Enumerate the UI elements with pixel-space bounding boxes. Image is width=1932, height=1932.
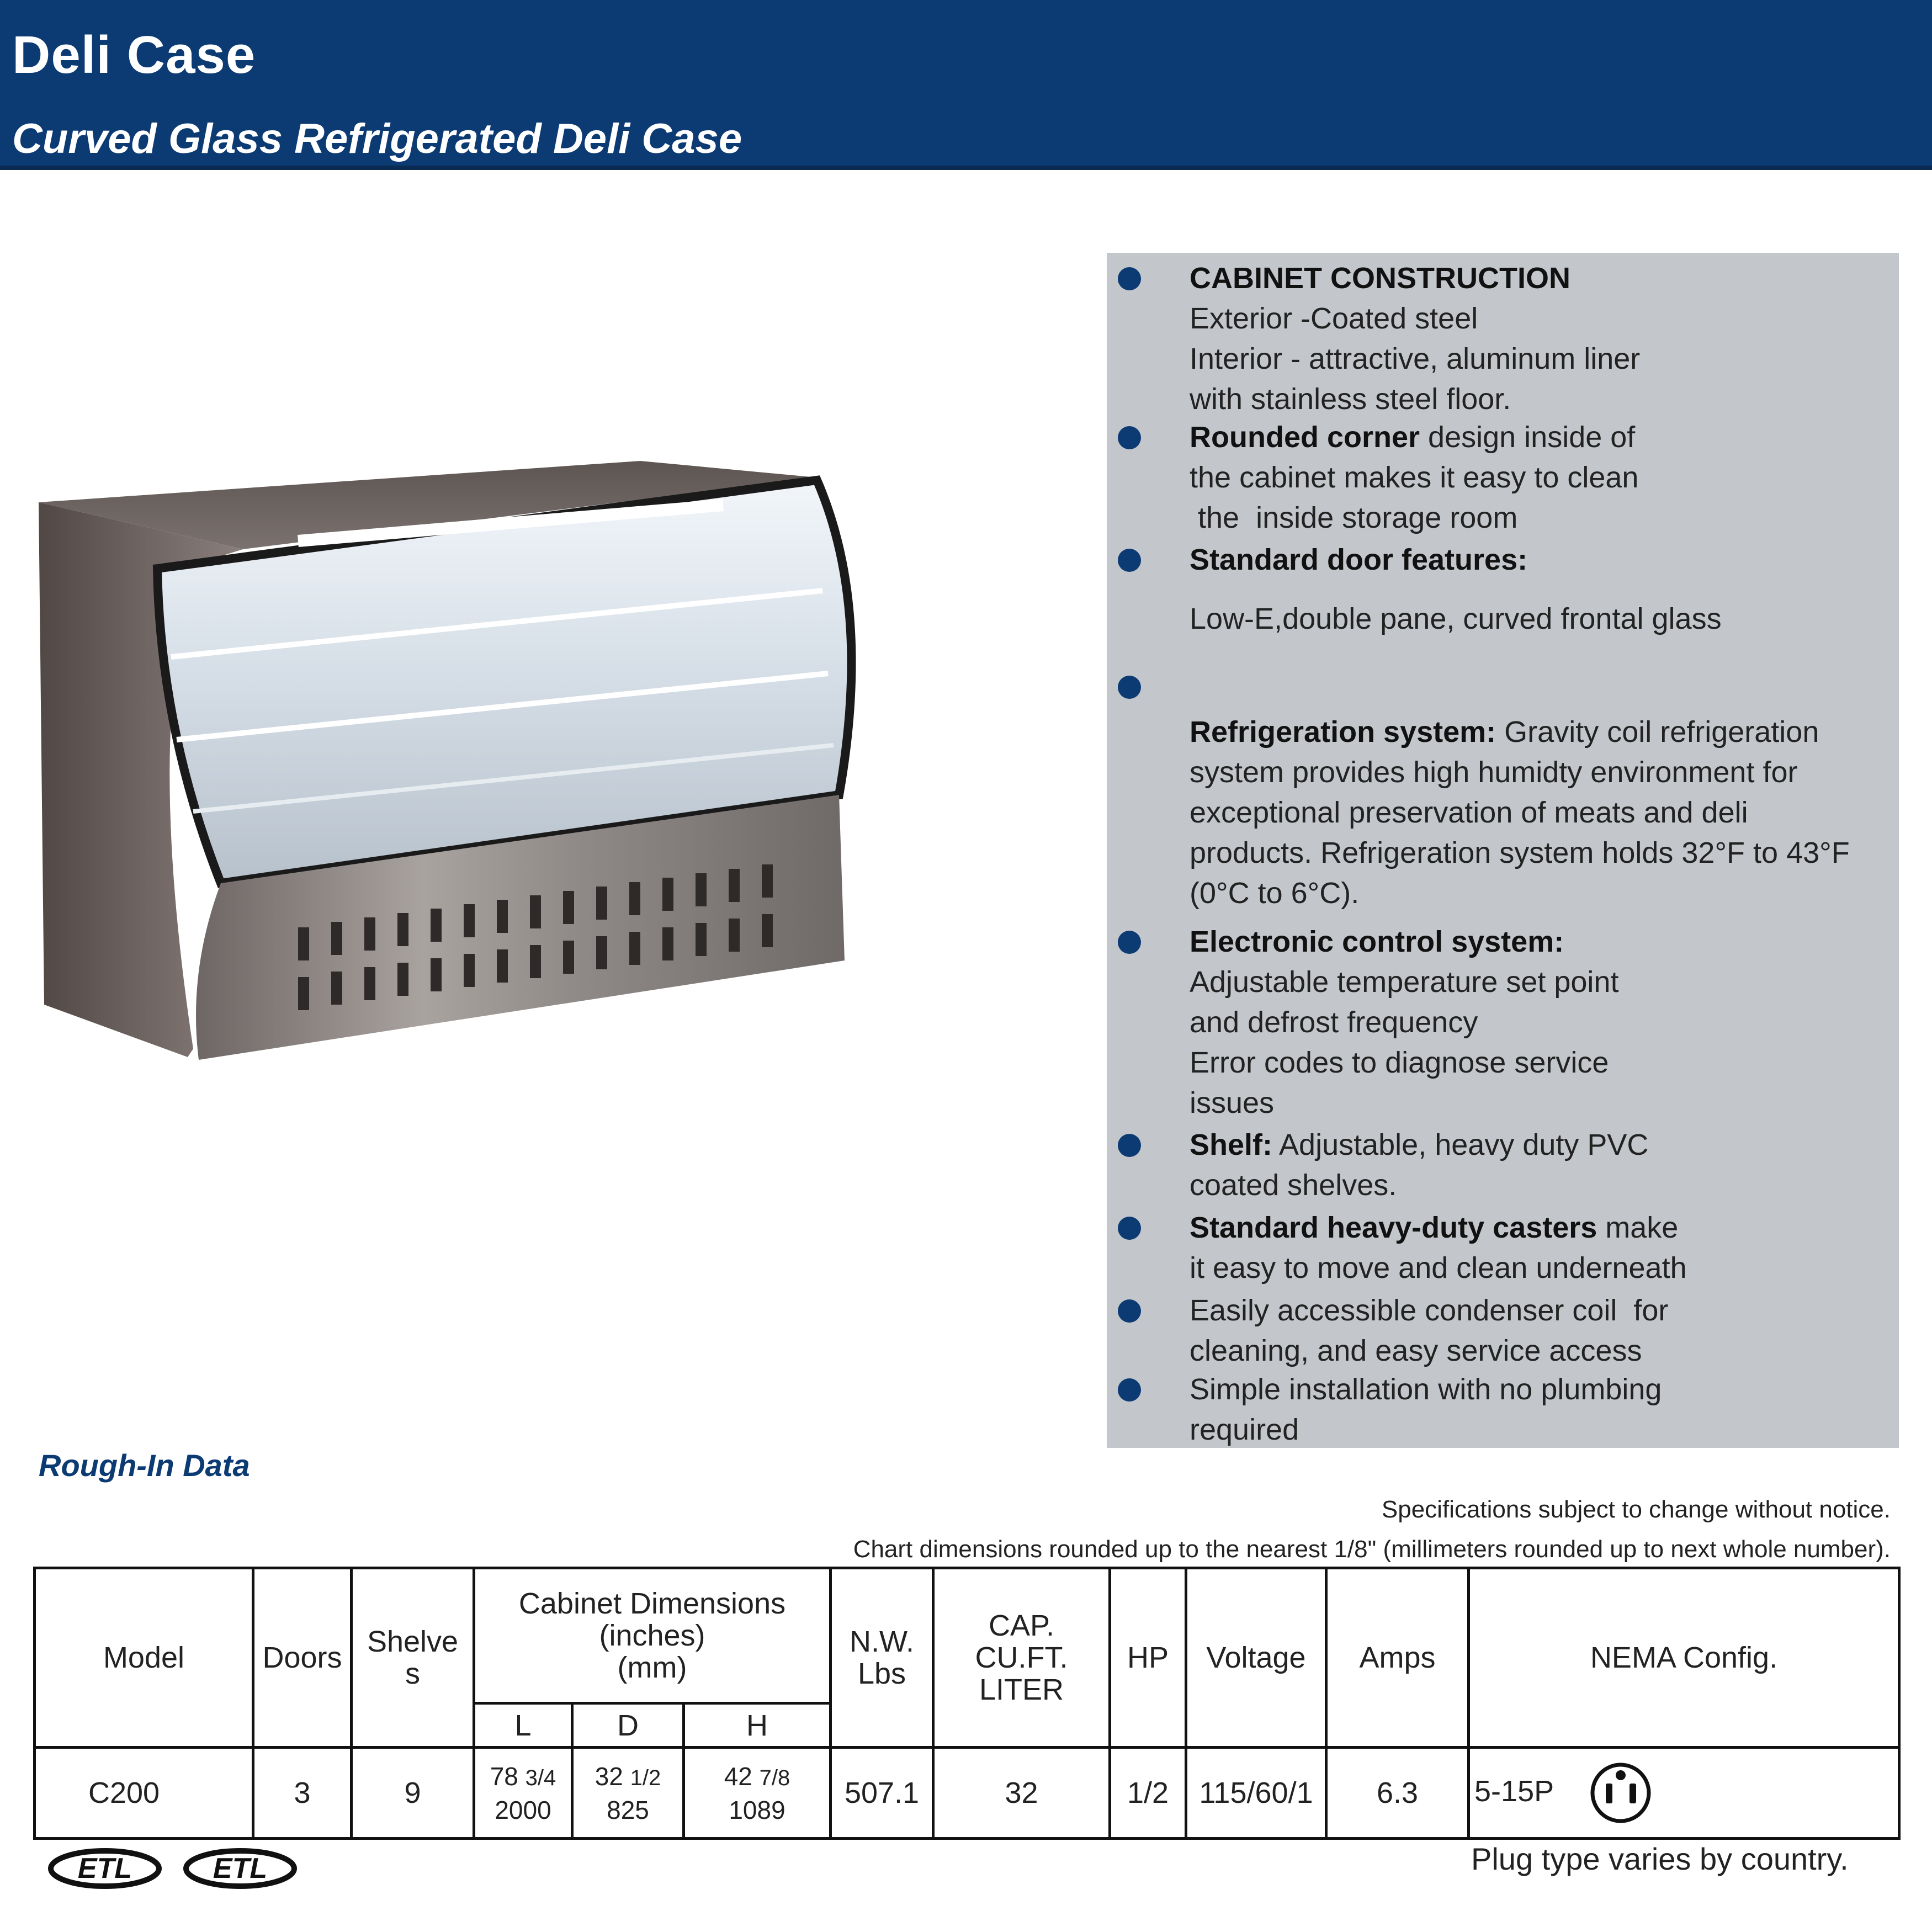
- page-title: Deli Case: [12, 25, 256, 84]
- deli-case-image: [33, 453, 894, 1065]
- rounding-note: Chart dimensions rounded up to the nearest 1/8" (millimeters rounded up to next whole number).: [853, 1536, 1891, 1563]
- header-capacity: CAP. CU.FT. LITER: [933, 1568, 1110, 1748]
- header-cabinet-dimensions: Cabinet Dimensions (inches) (mm): [474, 1568, 831, 1703]
- etl-logo: [182, 1846, 298, 1891]
- page-subtitle: Curved Glass Refrigerated Deli Case: [12, 115, 742, 162]
- cell-capacity: 32: [933, 1748, 1110, 1839]
- header-net-weight: N.W. Lbs: [831, 1568, 933, 1748]
- cell-net-weight: 507.1: [831, 1748, 933, 1839]
- feature-heading: Standard door features:: [1190, 543, 1528, 576]
- bullet-icon: [1118, 676, 1141, 699]
- bullet-icon: [1118, 1378, 1141, 1402]
- cell-length: 78 3/4 2000: [474, 1748, 572, 1839]
- header-banner: [0, 0, 1932, 170]
- feature-heading: Rounded corner: [1190, 421, 1420, 454]
- header-depth: D: [572, 1703, 684, 1748]
- bullet-icon: [1118, 931, 1141, 954]
- etl-logo: [47, 1846, 163, 1891]
- header-shelves: Shelve s: [352, 1568, 474, 1748]
- feature-heading: Standard heavy-duty casters: [1190, 1211, 1597, 1244]
- header-voltage: Voltage: [1186, 1568, 1326, 1748]
- bullet-icon: [1118, 1217, 1141, 1240]
- cell-hp: 1/2: [1110, 1748, 1186, 1839]
- feature-heading: Shelf:: [1190, 1128, 1273, 1161]
- header-model: Model: [35, 1568, 253, 1748]
- header-hp: HP: [1110, 1568, 1186, 1748]
- nema-config-value: 5-15P: [1474, 1774, 1554, 1808]
- header-nema: NEMA Config.: [1469, 1568, 1899, 1748]
- cell-depth: 32 1/2 825: [572, 1748, 684, 1839]
- table-row: [35, 1748, 1899, 1839]
- bullet-icon: [1118, 1299, 1141, 1323]
- bullet-icon: [1118, 426, 1141, 449]
- svg-text:ETL: ETL: [213, 1853, 268, 1885]
- header-height: H: [684, 1703, 831, 1748]
- cell-doors: 3: [253, 1748, 352, 1839]
- header-length: L: [474, 1703, 572, 1748]
- bullet-icon: [1118, 1134, 1141, 1157]
- features-panel: CABINET CONSTRUCTION Exterior -Coated steel Interior - attractive, aluminum liner with stainless steel floor. Rounded corner design inside of the cabinet makes it easy to clean the inside storage room Standard door features: Low-E,double pane, curved frontal glass Refrigeration system: Gravity coil refrigeration system provides high humidty environment for exceptional preservation of meats and deli products. Refrigeration system holds 32°F to 43°F (0°C to 6°C). Electronic control system: Adjustable temperature set point and defrost frequency Error codes to diagnose service issues Shelf: Adjustable, heavy duty PVC coated shelves. Standard heavy-duty casters make it easy to move and clean underneath Easily accessible condenser coil for cleaning, and easy service access Simple installation with no plumbing required: [1107, 253, 1899, 1448]
- cell-model: C200: [35, 1748, 253, 1839]
- bullet-icon: [1118, 549, 1141, 572]
- table-header-row: [35, 1568, 1899, 1703]
- feature-heading: CABINET CONSTRUCTION: [1190, 262, 1570, 295]
- cell-voltage: 115/60/1: [1186, 1748, 1326, 1839]
- nema-plug-icon: [1589, 1761, 1653, 1825]
- rough-in-heading: Rough-In Data: [39, 1448, 250, 1483]
- svg-text:ETL: ETL: [77, 1853, 132, 1885]
- spec-change-note: Specifications subject to change without notice.: [1381, 1496, 1891, 1523]
- plug-type-note: Plug type varies by country.: [1471, 1841, 1849, 1876]
- feature-heading: Refrigeration system:: [1190, 715, 1496, 749]
- bullet-icon: [1118, 267, 1141, 290]
- cell-amps: 6.3: [1326, 1748, 1469, 1839]
- header-amps: Amps: [1326, 1568, 1469, 1748]
- header-doors: Doors: [253, 1568, 352, 1748]
- cell-height: 42 7/8 1089: [684, 1748, 831, 1839]
- cell-shelves: 9: [352, 1748, 474, 1839]
- cell-nema: [1469, 1748, 1899, 1839]
- feature-heading: Electronic control system:: [1190, 925, 1564, 958]
- spec-table: [33, 1567, 1901, 1840]
